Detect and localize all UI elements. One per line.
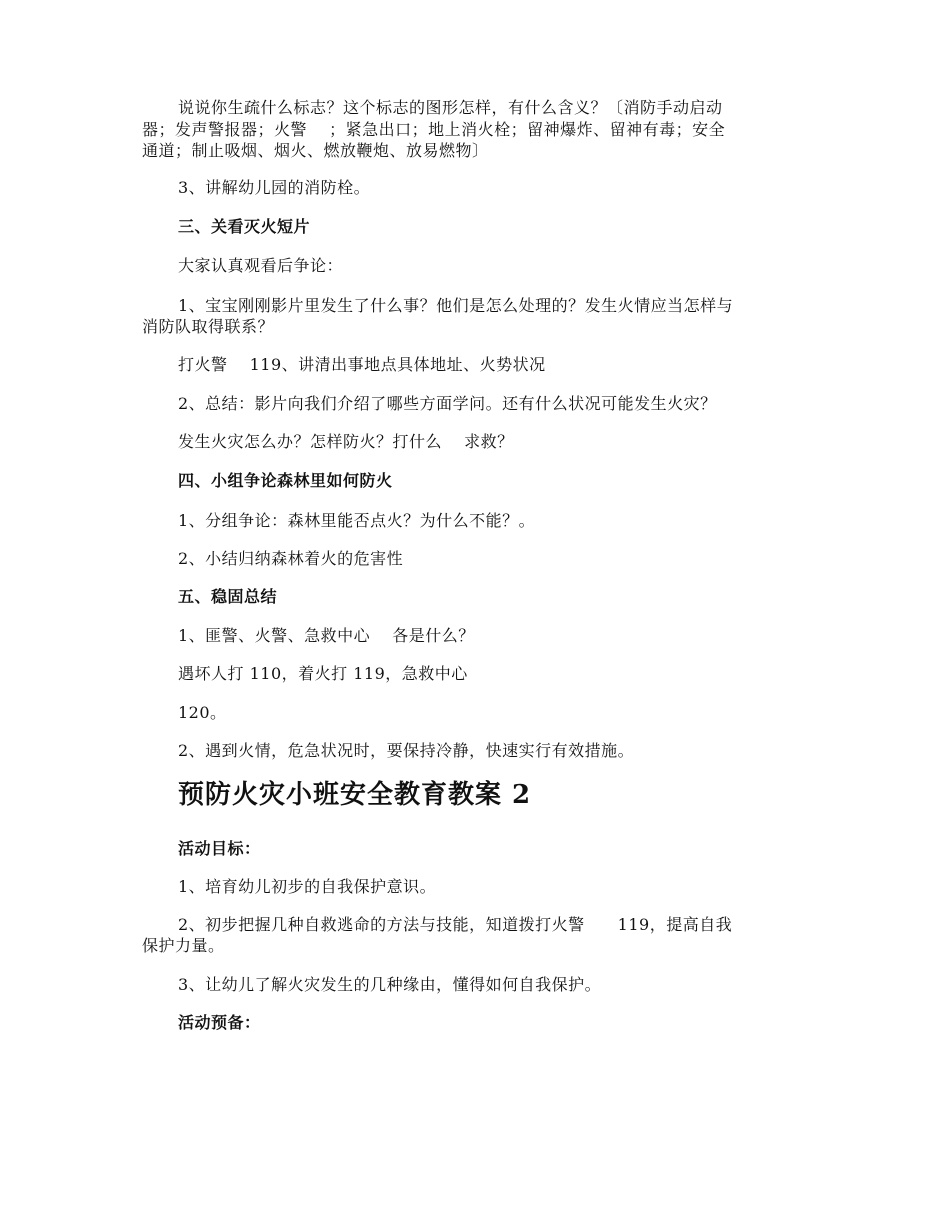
paragraph-question-line-1: 1、宝宝刚刚影片里发生了什么事？他们是怎么处理的？发生火情应当怎样与	[178, 296, 734, 315]
document-title-2: 预防火灾小班安全教育教案 2	[178, 780, 532, 810]
section-heading-4: 四、小组争论森林里如何防火	[178, 471, 393, 490]
paragraph-hydrant: 3、讲解幼儿园的消防栓。	[178, 178, 371, 197]
paragraph-summary: 2、总结：影片向我们介绍了哪些方面学问。还有什么状况可能发生火灾？	[178, 394, 717, 413]
paragraph-call-119: 打火警 119、讲清出事地点具体地址、火势状况	[178, 355, 546, 374]
goal-item-1: 1、培育幼儿初步的自我保护意识。	[178, 877, 437, 896]
goal-item-2-line-2: 保护力量。	[142, 936, 225, 955]
paragraph-group-discuss: 1、分组争论：森林里能否点火？为什么不能？。	[178, 511, 536, 530]
paragraph-emergency-numbers: 1、匪警、火警、急救中心 各是什么？	[178, 626, 475, 645]
paragraph-what-to-do: 发生火灾怎么办？怎样防火？打什么 求救？	[178, 432, 514, 451]
paragraph-signs-line-2: 器；发声警报器；火警 ；紧急出口；地上消火栓；留神爆炸、留神有毒；安全	[142, 120, 726, 139]
paragraph-forest-harm: 2、小结归纳森林着火的危害性	[178, 549, 404, 568]
paragraph-120: 120。	[178, 703, 227, 722]
section-heading-3: 三、关看灭火短片	[178, 217, 311, 236]
paragraph-discuss: 大家认真观看后争论：	[178, 256, 344, 275]
paragraph-signs-line-1: 说说你生疏什么标志？这个标志的图形怎样，有什么含义？〔消防手动启动	[178, 98, 723, 117]
goal-item-2-line-1: 2、初步把握几种自救逃命的方法与技能，知道拨打火警 119，提高自我	[178, 915, 733, 934]
activity-goal-label: 活动目标：	[178, 839, 261, 858]
paragraph-stay-calm: 2、遇到火情，危急状况时，要保持冷静，快速实行有效措施。	[178, 741, 635, 760]
paragraph-question-line-2: 消防队取得联系？	[142, 317, 275, 336]
goal-item-3: 3、让幼儿了解火灾发生的几种缘由，懂得如何自我保护。	[178, 975, 602, 994]
paragraph-numbers-detail: 遇坏人打 110，着火打 119，急救中心	[178, 664, 468, 683]
section-heading-5: 五、稳固总结	[178, 587, 278, 606]
activity-prep-label: 活动预备：	[178, 1013, 261, 1032]
paragraph-signs-line-3: 通道；制止吸烟、烟火、燃放鞭炮、放易燃物〕	[142, 141, 489, 160]
